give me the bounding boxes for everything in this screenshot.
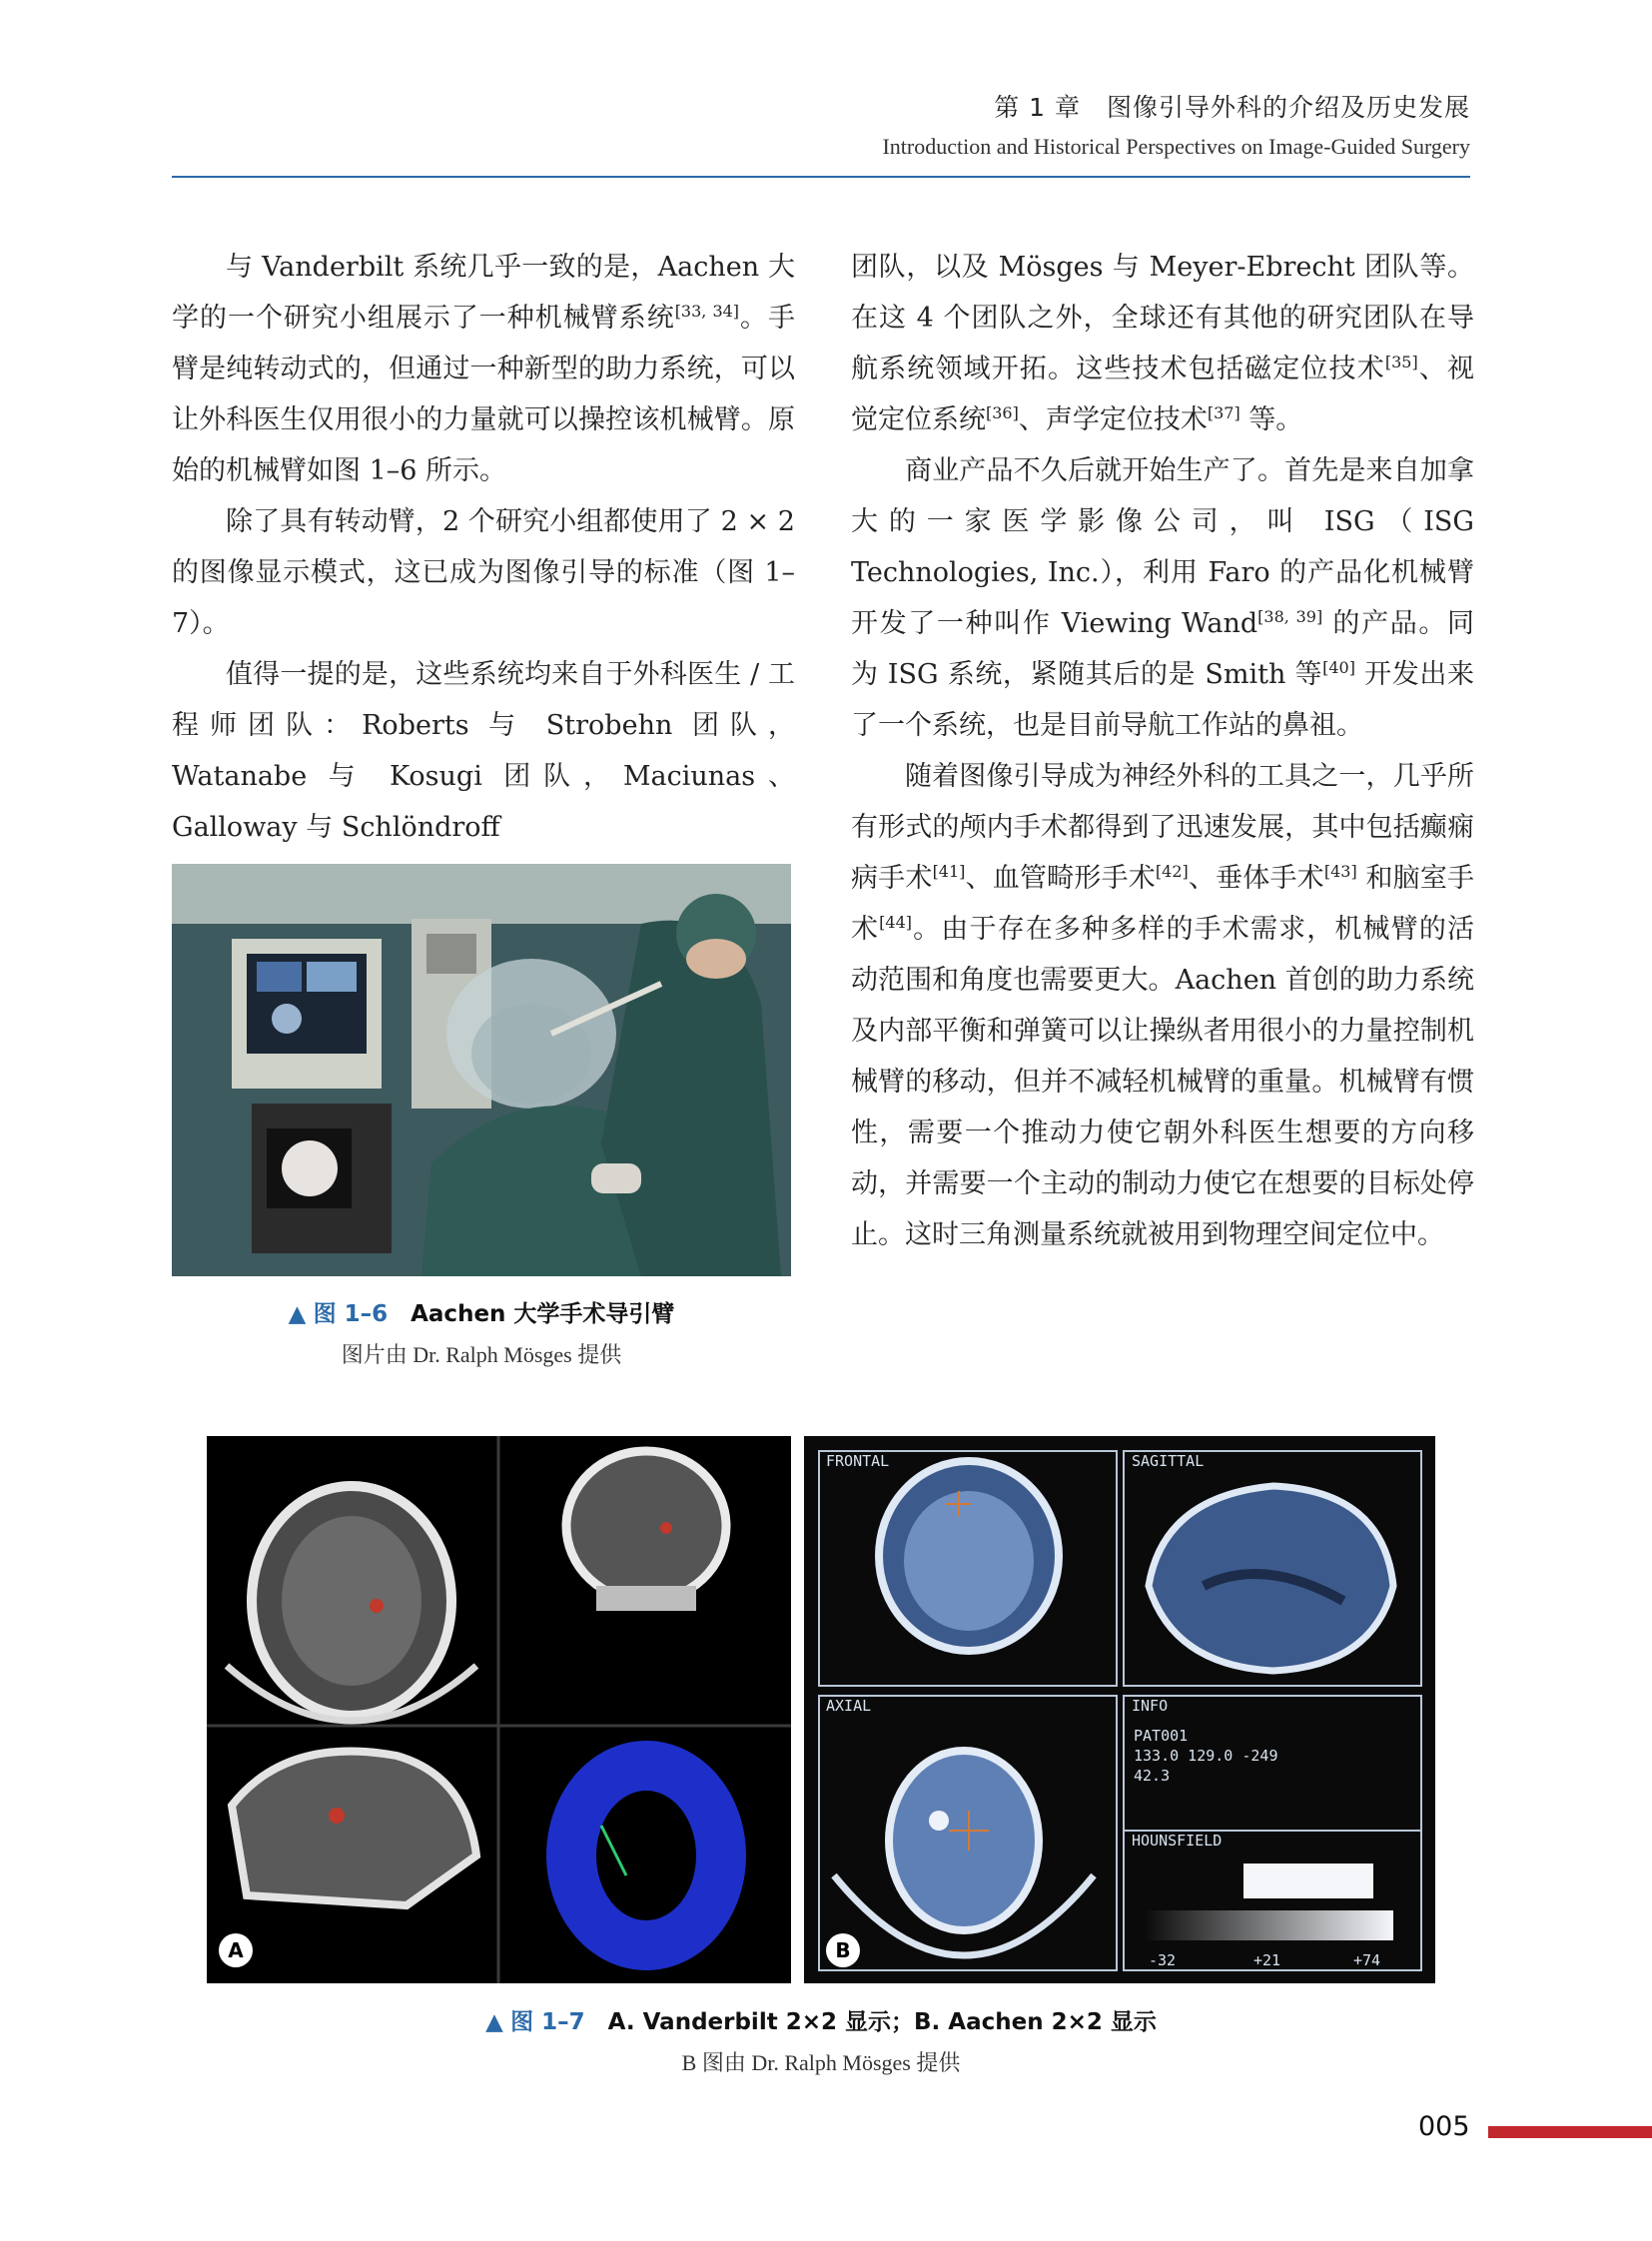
panel-badge-b: B (826, 1933, 860, 1967)
page-number: 005 (1418, 2111, 1470, 2142)
running-header (882, 88, 1470, 160)
info-line-2: 133.0 129.0 -249 (1134, 1747, 1278, 1765)
figure-1-7b-image (804, 1436, 1435, 1983)
chapter-title-zh: 第 1 章 图像引导外科的介绍及历史发展 (994, 93, 1470, 122)
hounsfield-max: +74 (1353, 1951, 1381, 1969)
page-number-bar (1488, 2126, 1652, 2138)
paragraph: 商业产品不久后就开始生产了。首先是来自加拿大的一家医学影像公司，叫 ISG（ISG Technologies, Inc.），利用 Faro 的产品化机械臂开发了一种叫作 Viewing Wand[38, 39] 的产品。同为 ISG 系统，紧随其后的是 Smith 等[40] 开发出来了一个系统，也是目前导航工作站的鼻祖。 (851, 455, 1474, 741)
figure-credit: B 图由 Dr. Ralph Mösges 提供 (681, 2050, 961, 2075)
caption-marker-icon: ▲ (485, 2009, 503, 2035)
header-rule (172, 176, 1470, 178)
figure-1-7-caption (207, 2003, 1435, 2077)
figure-number: 图 1–7 (510, 2009, 585, 2035)
caption-marker-icon: ▲ (288, 1301, 307, 1327)
frontal-label: FRONTAL (826, 1452, 890, 1470)
paragraph: 除了具有转动臂，2 个研究小组都使用了 2 × 2 的图像显示模式，这已成为图像引导的标准（图 1–7）。 (172, 506, 795, 639)
chapter-title-en: Introduction and Historical Perspectives on Image-Guided Surgery (882, 134, 1470, 159)
aachen-2x2-display (804, 1436, 1435, 1983)
left-column (172, 242, 795, 853)
citation: [41] (932, 862, 966, 881)
figure-1-6-photo (172, 864, 791, 1276)
figure-title: Aachen 大学手术导引臂 (411, 1301, 675, 1327)
info-line-1: PAT001 (1134, 1727, 1189, 1745)
citation: [42] (1155, 862, 1189, 881)
citation: [38, 39] (1257, 607, 1323, 626)
figure-1-7a-image (207, 1436, 791, 1983)
panel-badge-a: A (219, 1933, 253, 1967)
citation: [36] (986, 403, 1019, 422)
figure-title: A. Vanderbilt 2×2 显示；B. Aachen 2×2 显示 (607, 2009, 1157, 2035)
paragraph: 值得一提的是，这些系统均来自于外科医生 / 工程师团队：Roberts 与 Strobehn 团队，Watanabe 与 Kosugi 团队，Maciunas、Galloway 与 Schlöndroff (172, 659, 795, 843)
axial-label: AXIAL (826, 1697, 872, 1715)
operating-room-illustration (172, 864, 791, 1276)
citation: [35] (1384, 353, 1418, 372)
info-line-3: 42.3 (1134, 1767, 1171, 1785)
sagittal-label: SAGITTAL (1132, 1452, 1205, 1470)
citation: [40] (1322, 658, 1355, 677)
right-column (851, 242, 1474, 1260)
citation: [37] (1207, 403, 1240, 422)
hounsfield-min: -32 (1149, 1951, 1177, 1969)
figure-credit: 图片由 Dr. Ralph Mösges 提供 (341, 1342, 622, 1367)
info-label: INFO (1132, 1697, 1169, 1715)
citation: [33, 34] (674, 302, 740, 321)
citation: [43] (1323, 862, 1357, 881)
paragraph: 团队，以及 Mösges 与 Meyer-Ebrecht 团队等。在这 4 个团队之外，全球还有其他的研究团队在导航系统领域开拓。这些技术包括磁定位技术[35]、视觉定位系统[36]、声学定位技术[37] 等。 (851, 252, 1475, 435)
figure-1-6-caption (172, 1295, 791, 1369)
hounsfield-label: HOUNSFIELD (1132, 1832, 1223, 1850)
vanderbilt-2x2-display (207, 1436, 791, 1983)
paragraph: 随着图像引导成为神经外科的工具之一，几乎所有形式的颅内手术都得到了迅速发展，其中包括癫痫病手术[41]、血管畸形手术[42]、垂体手术[43] 和脑室手术[44]。由于存在多种多样的手术需求，机械臂的活动范围和角度也需要更大。Aachen 首创的助力系统及内部平衡和弹簧可以让操纵者用很小的力量控制机械臂的移动，但并不减轻机械臂的重量。机械臂有惯性，需要一个推动力使它朝外科医生想要的方向移动，并需要一个主动的制动力使它在想要的目标处停止。这时三角测量系统就被用到物理空间定位中。 (851, 761, 1475, 1250)
citation: [44] (879, 913, 912, 932)
paragraph: 与 Vanderbilt 系统几乎一致的是，Aachen 大学的一个研究小组展示了一种机械臂系统[33, 34]。手臂是纯转动式的，但通过一种新型的助力系统，可以让外科医生仅用很小的力量就可以操控该机械臂。原始的机械臂如图 1–6 所示。 (172, 252, 796, 486)
hounsfield-mid: +21 (1253, 1951, 1281, 1969)
figure-number: 图 1–6 (313, 1301, 389, 1327)
